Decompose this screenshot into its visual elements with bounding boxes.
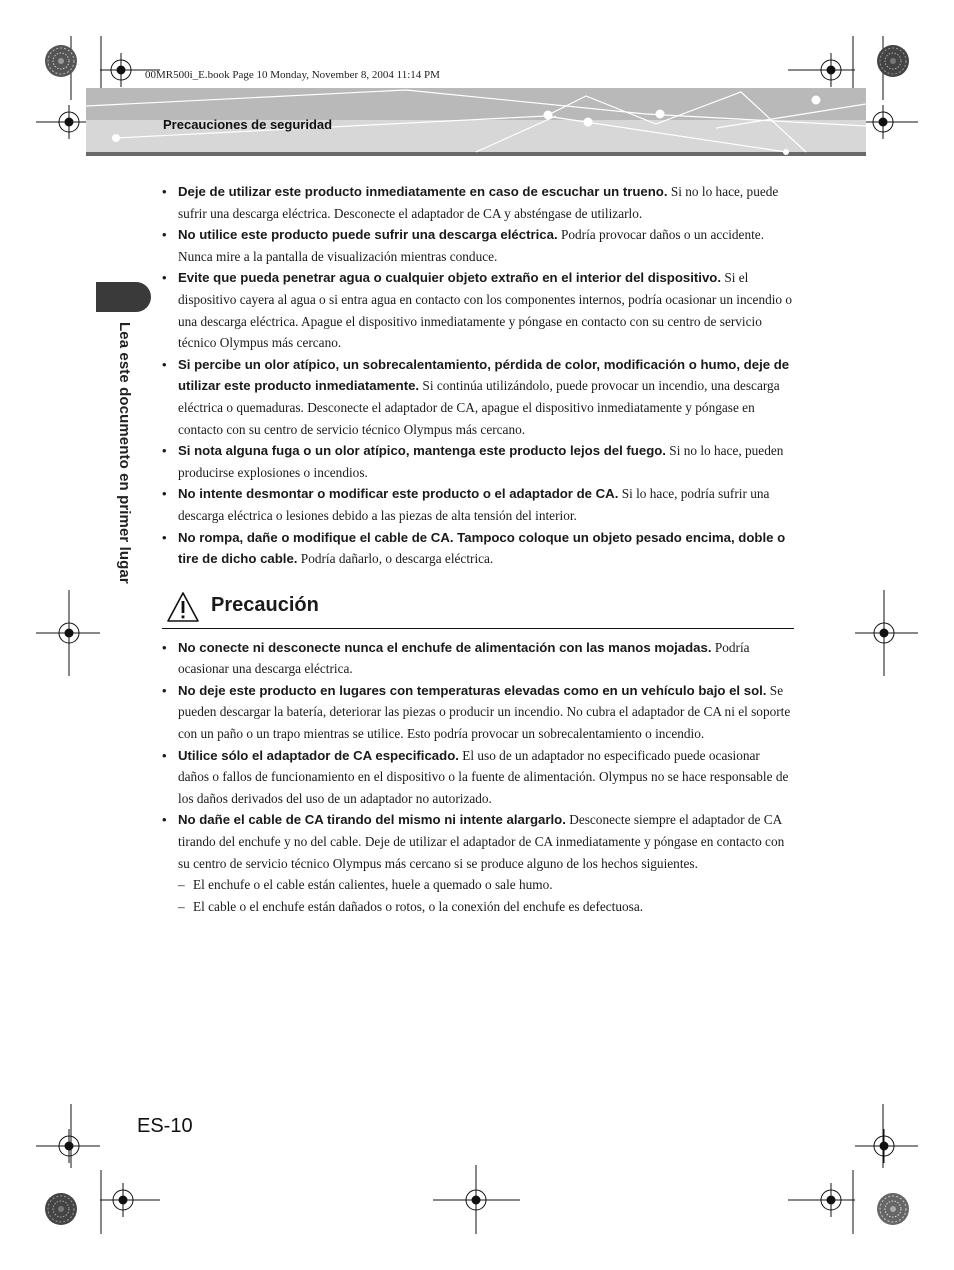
list-item: • No rompa, dañe o modifique el cable de CA. Tampoco coloque un objeto pesado encima, doble o tire de dicho cable. Podría dañarlo, o descarga eléctrica. <box>162 527 794 570</box>
caution-title: Precaución <box>211 593 319 616</box>
list-item: • Evite que pueda penetrar agua o cualquier objeto extraño en el interior del dispositivo. Si el dispositivo cayera al agua o si entra agua en contacto con los componentes internos, podría ocasionar un incendio o una descarga eléctrica. Apague el dispositivo inmediatamente y póngase en contacto con su centro de servicio técnico Olympus más cercano. <box>162 267 794 353</box>
caution-list <box>162 637 794 875</box>
registration-mark-icon <box>867 616 901 650</box>
registration-mark-icon <box>52 616 86 650</box>
color-rosette-icon <box>45 45 77 77</box>
bullet-icon: • <box>162 356 167 372</box>
list-item: • Utilice sólo el adaptador de CA especificado. El uso de un adaptador no especificado puede ocasionar daños o fallos de funcionamiento en el dispositivo o la fuente de alimentación. Olympus no se hace responsable de los daños derivados del uso de un adaptador no autorizado. <box>162 745 794 810</box>
warning-triangle-icon <box>166 591 200 623</box>
registration-mark-icon <box>866 105 900 139</box>
section-tab <box>96 282 151 312</box>
bullet-icon: • <box>162 270 167 286</box>
sub-list-item: – El enchufe o el cable están calientes, huele a quemado o sale humo. <box>162 874 794 896</box>
bullet-icon: • <box>162 184 167 199</box>
bullet-icon: • <box>162 227 167 243</box>
registration-mark-icon <box>814 53 848 87</box>
bullet-icon: • <box>162 529 167 545</box>
registration-mark-icon <box>104 53 138 87</box>
list-item: • Si percibe un olor atípico, un sobrecalentamiento, pérdida de color, modificación o humo, deje de utilizar este producto inmediatamente. Si continúa utilizándolo, puede provocar un incendio, una descarga eléctrica o quemaduras. Desconecte el adaptador de CA, apague el dispositivo inmediatamente y póngase en contacto con su centro de servicio técnico Olympus más cercano. <box>162 354 794 440</box>
registration-mark-icon <box>814 1183 848 1217</box>
main-content <box>162 181 794 917</box>
bullet-icon: • <box>162 682 167 698</box>
caution-heading <box>162 590 794 629</box>
dash-icon: – <box>178 877 185 893</box>
list-item: • Deje de utilizar este producto inmediatamente en caso de escuchar un trueno. Si no lo hace, puede sufrir una descarga eléctrica. Desconecte el adaptador de CA y absténgase de utilizarlo. <box>162 181 794 224</box>
warning-list <box>162 181 794 570</box>
bullet-icon: • <box>162 443 167 459</box>
bullet-icon: • <box>162 747 167 763</box>
registration-mark-icon <box>459 1183 493 1217</box>
bullet-icon: • <box>162 486 167 502</box>
print-slug: 00MR500i_E.book Page 10 Monday, November 8, 2004 11:14 PM <box>145 69 440 81</box>
list-item: • No conecte ni desconecte nunca el enchufe de alimentación con las manos mojadas. Podría ocasionar una descarga eléctrica. <box>162 637 794 680</box>
list-item: • Si nota alguna fuga o un olor atípico, mantenga este producto lejos del fuego. Si no lo hace, pueden producirse explosiones o incendios. <box>162 440 794 483</box>
registration-mark-icon <box>52 1129 86 1163</box>
dash-icon: – <box>178 898 185 914</box>
list-item: • No utilice este producto puede sufrir una descarga eléctrica. Podría provocar daños o un accidente. Nunca mire a la pantalla de visualización mientras conduce. <box>162 224 794 267</box>
registration-mark-icon <box>106 1183 140 1217</box>
sub-list-item: – El cable o el enchufe están dañados o rotos, o la conexión del enchufe es defectuosa. <box>162 896 794 918</box>
color-rosette-icon <box>877 1193 909 1225</box>
page-header-title: Precauciones de seguridad <box>163 117 333 132</box>
bullet-icon: • <box>162 639 167 655</box>
bullet-icon: • <box>162 812 167 828</box>
color-rosette-icon <box>877 45 909 77</box>
registration-mark-icon <box>867 1129 901 1163</box>
registration-mark-icon <box>52 105 86 139</box>
list-item: • No dañe el cable de CA tirando del mismo ni intente alargarlo. Desconecte siempre el adaptador de CA tirando del enchufe y no del cable. Deje de utilizar el adaptador de CA inmediatamente y póngase en contacto con su centro de servicio técnico Olympus más cercano si se produce alguno de los hechos siguientes. <box>162 809 794 874</box>
section-side-label: Lea este documento en primer lugar <box>116 322 133 584</box>
color-rosette-icon <box>45 1193 77 1225</box>
page-number: ES-10 <box>137 1115 193 1137</box>
list-item: • No deje este producto en lugares con temperaturas elevadas como en un vehículo bajo el sol. Se pueden descargar la batería, deteriorar las piezas o producir un incendio. No cubra el adaptador de CA ni el soporte con un paño o un trapo mientras se utilice. Esto podría provocar un sobrecalentamiento o incendio. <box>162 680 794 745</box>
list-item: • No intente desmontar o modificar este producto o el adaptador de CA. Si lo hace, podría sufrir una descarga eléctrica o lesiones debido a las piezas de alta tensión del interior. <box>162 483 794 526</box>
